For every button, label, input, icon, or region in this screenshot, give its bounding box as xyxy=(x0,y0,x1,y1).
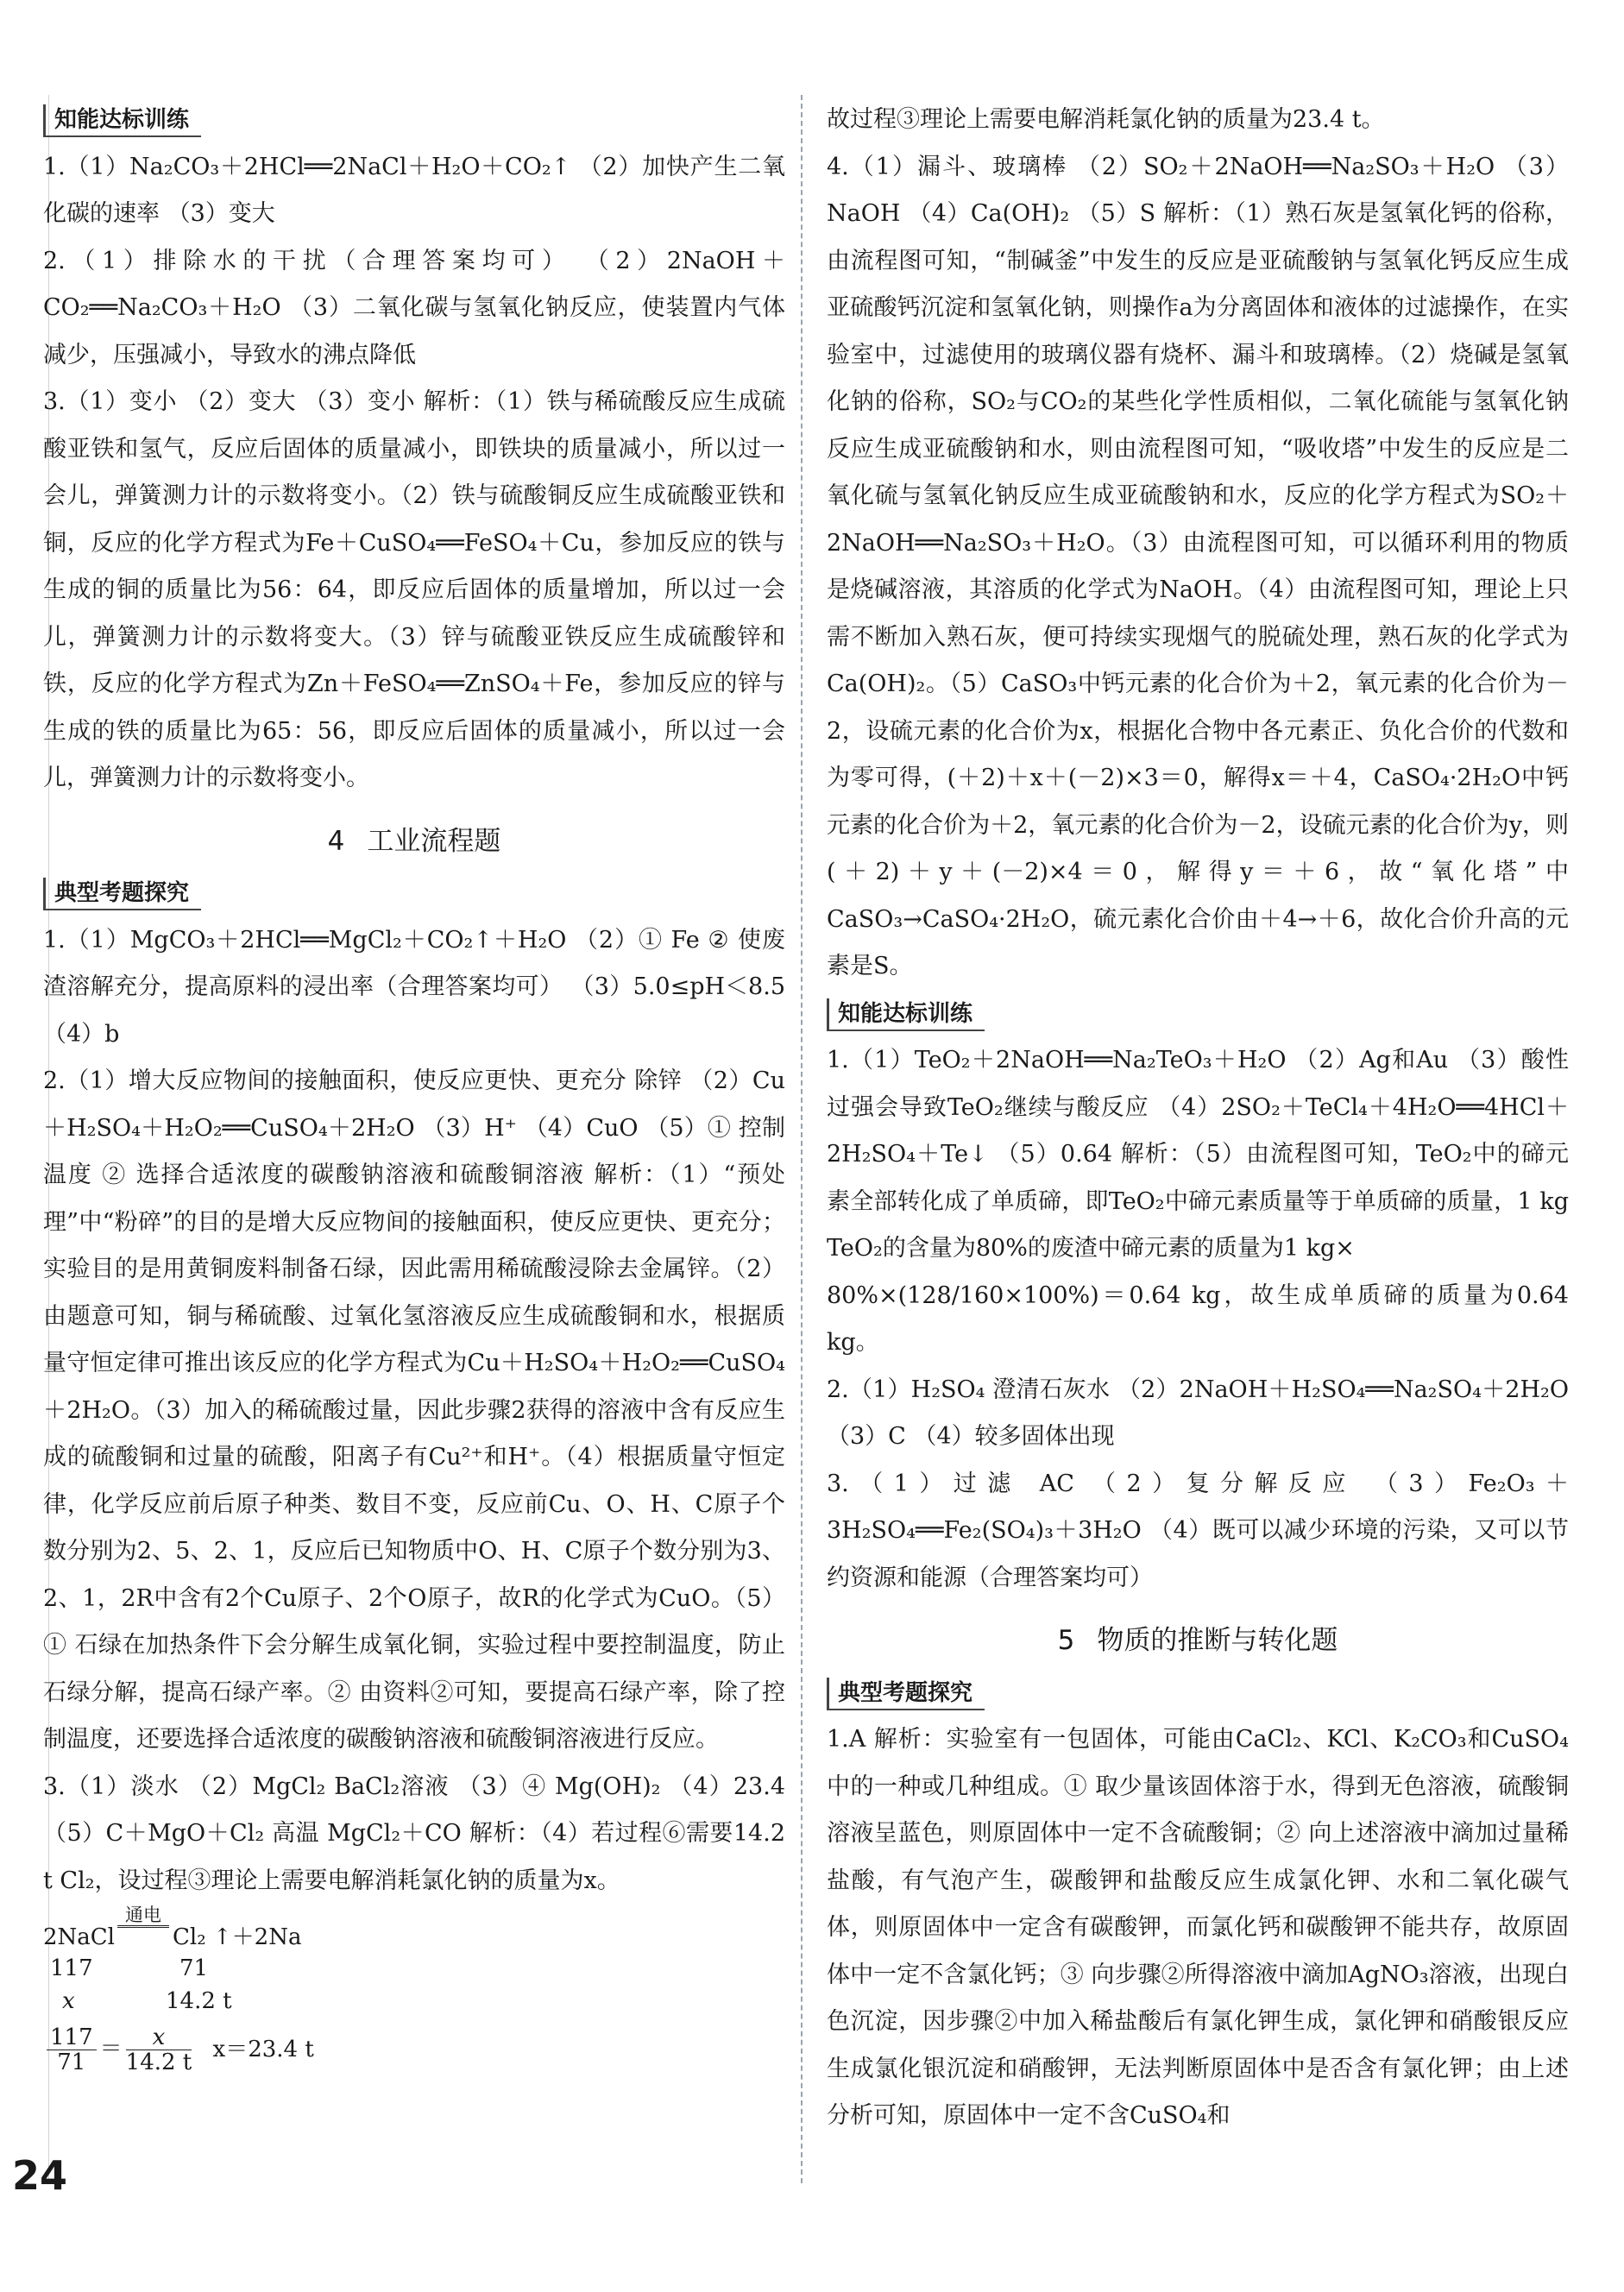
section-number: 5 xyxy=(1057,1625,1075,1656)
section-title: 工业流程题 xyxy=(367,825,501,857)
calc-mass-1: 117 xyxy=(50,1955,93,1981)
calc-masses xyxy=(43,1953,785,1986)
stoichiometry-calc xyxy=(43,1905,785,2075)
calc-eq-condition: 通电 xyxy=(117,1905,169,1928)
calc-var-2: 14.2 t xyxy=(166,1988,232,2014)
calc-mass-2: 71 xyxy=(179,1955,209,1981)
section-number: 4 xyxy=(327,825,345,857)
answer-d1: 1.A 解析：实验室有一包固体，可能由CaCl₂、KCl、K₂CO₃和CuSO₄中的一种或几种组成。① 取少量该固体溶于水，得到无色溶液，硫酸铜溶液呈蓝色，则原固体中一定不含硫酸铜；② 向上述溶液中滴加过量稀盐酸，有气泡产生，碳酸钾和盐酸反应生成氯化钾、水和二氧化碳气体，则原固体中一定含有碳酸钾，而氯化钙和碳酸钾不能共存，故原固体中一定不含氯化钙；③ 向步骤②所得溶液中滴加AgNO₃溶液，出现白色沉淀，因步骤②中加入稀盐酸后有氯化钾生成，氯化钾和硝酸银反应生成氯化银沉淀和硝酸钾，无法判断原固体中是否含有氯化钾；由上述分析可知，原固体中一定不含CuSO₄和 xyxy=(827,1726,1569,2129)
calc-eq-left: 2NaCl xyxy=(43,1924,116,1950)
right-column xyxy=(827,97,1569,2140)
section-tag: 知能达标训练 xyxy=(43,104,201,137)
answer-b3: 3.（1）淡水 （2）MgCl₂ BaCl₂溶液 （3）④ Mg(OH)₂ （4）23.4 （5）C＋MgO＋Cl₂ 高温 MgCl₂＋CO 解析：（4）若过程⑥需要14.2 t Cl₂，设过程③理论上需要电解消耗氯化钠的质量为x。 xyxy=(43,1773,785,1894)
calc-eq-right: Cl₂ ↑＋2Na xyxy=(173,1924,302,1950)
answer-b2: 2.（1）增大反应物间的接触面积，使反应更快、更充分 除锌 （2）Cu＋H₂SO₄＋H₂O₂══CuSO₄＋2H₂O （3）H⁺ （4）CuO （5）① 控制温度 ② 选择合适浓度的碳酸钠溶液和硫酸铜溶液 解析：（1）“预处理”中“粉碎”的目的是增大反应物间的接触面积，使反应更快、更充分；实验目的是用黄铜废料制备石绿，因此需用稀硫酸浸除去金属锌。（2）由题意可知，铜与稀硫酸、过氧化氢溶液反应生成硫酸铜和水，根据质量守恒定律可推出该反应的化学方程式为Cu＋H₂SO₄＋H₂O₂══CuSO₄＋2H₂O。（3）加入的稀硫酸过量，因此步骤2获得的溶液中含有反应生成的硫酸铜和过量的硫酸，阳离子有Cu²⁺和H⁺。（4）根据质量守恒定律，化学反应前后原子种类、数目不变，反应前Cu、O、H、C原子个数分别为2、5、2、1，反应后已知物质中O、H、C原子个数分别为3、2、1，2R中含有2个Cu原子、2个O原子，故R的化学式为CuO。（5）① 石绿在加热条件下会分解生成氧化铜，实验过程中要控制温度，防止石绿分解，提高石绿产率。② 由资料②可知，要提高石绿产率，除了控制温度，还要选择合适浓度的碳酸钠溶液和硫酸铜溶液进行反应。 xyxy=(43,1067,785,1753)
answer-r4: 4.（1）漏斗、玻璃棒 （2）SO₂＋2NaOH══Na₂SO₃＋H₂O （3）NaOH （4）Ca(OH)₂ （5）S 解析：（1）熟石灰是氢氧化钙的俗称，由流程图可知，“制碱釜”中发生的反应是亚硫酸钠与氢氧化钙反应生成亚硫酸钙沉淀和氢氧化钠，则操作a为分离固体和液体的过滤操作，在实验室中，过滤使用的玻璃仪器有烧杯、漏斗和玻璃棒。（2）烧碱是氢氧化钠的俗称，SO₂与CO₂的某些化学性质相似，二氧化硫能与氢氧化钠反应生成亚硫酸钠和水，则由流程图可知，“吸收塔”中发生的反应是二氧化硫与氢氧化钠反应生成亚硫酸钠和水，反应的化学方程式为SO₂＋2NaOH══Na₂SO₃＋H₂O。（3）由流程图可知，可以循环利用的物质是烧碱溶液，其溶质的化学式为NaOH。（4）由流程图可知，理论上只需不断加入熟石灰，便可持续实现烟气的脱硫处理，熟石灰的化学式为Ca(OH)₂。（5）CaSO₃中钙元素的化合价为＋2，氧元素的化合价为－2，设硫元素的化合价为x，根据化合物中各元素正、负化合价的代数和为零可得，(＋2)＋x＋(－2)×3＝0，解得x＝＋4，CaSO₄·2H₂O中钙元素的化合价为＋2，氧元素的化合价为－2，设硫元素的化合价为y，则(＋2)＋y＋(－2)×4＝0，解得y＝＋6，故“氧化塔”中CaSO₃→CaSO₄·2H₂O，硫元素化合价由＋4→＋6，故化合价升高的元素是S。 xyxy=(827,153,1569,979)
answer-a2: 2.（1）排除水的干扰（合理答案均可） （2）2NaOH＋CO₂══Na₂CO₃＋H₂O （3）二氧化碳与氢氧化钠反应，使装置内气体减少，压强减小，导致水的沸点降低 xyxy=(43,247,785,368)
column-divider xyxy=(801,95,803,2183)
left-column xyxy=(43,97,785,2075)
answer-a1: 1.（1）Na₂CO₃＋2HCl══2NaCl＋H₂O＋CO₂↑ （2）加快产生二氧化碳的速率 （3）变大 xyxy=(43,153,785,227)
answer-c1-tail: 80%×(128/160×100%)＝0.64 kg，故生成单质碲的质量为0.64 kg。 xyxy=(827,1281,1569,1356)
answer-r0: 故过程③理论上需要电解消耗氯化钠的质量为23.4 t。 xyxy=(827,106,1385,133)
answer-c3: 3.（1）过滤 AC （2）复分解反应 （3）Fe₂O₃＋3H₂SO₄══Fe₂(SO₄)₃＋3H₂O （4）既可以减少环境的污染，又可以节约资源和能源（合理答案均可） xyxy=(827,1470,1569,1591)
calc-var-1: x xyxy=(62,1988,75,2014)
calc-equation xyxy=(43,1905,785,1953)
calc-vars xyxy=(43,1986,785,2018)
frac-num: 117 xyxy=(47,2025,97,2050)
section-heading xyxy=(827,1617,1569,1665)
section-title: 物质的推断与转化题 xyxy=(1097,1625,1338,1656)
page-number: 24 xyxy=(12,2152,68,2199)
frac-num: x xyxy=(126,2025,192,2050)
answer-c1: 1.（1）TeO₂＋2NaOH══Na₂TeO₃＋H₂O （2）Ag和Au （3）酸性过强会导致TeO₂继续与酸反应 （4）2SO₂＋TeCl₄＋4H₂O══4HCl＋2H₂SO₄＋Te↓ （5）0.64 解析：（5）由流程图可知，TeO₂中的碲元素全部转化成了单质碲，即TeO₂中碲元素质量等于单质碲的质量，1 kg TeO₂的含量为80%的废渣中碲元素的质量为1 kg× xyxy=(827,1047,1569,1262)
calc-frac-b xyxy=(126,2025,192,2075)
section-tag: 知能达标训练 xyxy=(827,998,985,1031)
answer-a3: 3.（1）变小 （2）变大 （3）变小 解析：（1）铁与稀硫酸反应生成硫酸亚铁和氢气，反应后固体的质量减小，即铁块的质量减小，所以过一会儿，弹簧测力计的示数将变小。（2）铁与硫酸铜反应生成硫酸亚铁和铜，反应的化学方程式为Fe＋CuSO₄══FeSO₄＋Cu，参加反应的铁与生成的铜的质量比为56：64，即反应后固体的质量增加，所以过一会儿，弹簧测力计的示数将变大。（3）锌与硫酸亚铁反应生成硫酸锌和铁，反应的化学方程式为Zn＋FeSO₄══ZnSO₄＋Fe，参加反应的锌与生成的铁的质量比为65：56，即反应后固体的质量减小，所以过一会儿，弹簧测力计的示数将变小。 xyxy=(43,388,785,791)
frac-den: 71 xyxy=(57,2050,86,2075)
calc-result: x＝23.4 t xyxy=(212,2036,314,2062)
answer-c2: 2.（1）H₂SO₄ 澄清石灰水 （2）2NaOH＋H₂SO₄══Na₂SO₄＋2H₂O （3）C （4）较多固体出现 xyxy=(827,1376,1569,1450)
calc-frac-a xyxy=(47,2025,97,2075)
section-heading xyxy=(43,818,785,866)
section-tag: 典型考题探究 xyxy=(827,1678,985,1710)
section-tag: 典型考题探究 xyxy=(43,878,201,910)
frac-den: 14.2 t xyxy=(125,2050,192,2075)
calc-ratio: $\frac{117}{71}$ ＝ $\frac{x}{14.2 t}$ x＝23.4 t xyxy=(43,2025,785,2075)
answer-b1: 1.（1）MgCO₃＋2HCl══MgCl₂＋CO₂↑＋H₂O （2）① Fe ② 使废渣溶解充分，提高原料的浸出率（合理答案均可） （3）5.0≤pH＜8.5 （4）b xyxy=(43,926,785,1048)
